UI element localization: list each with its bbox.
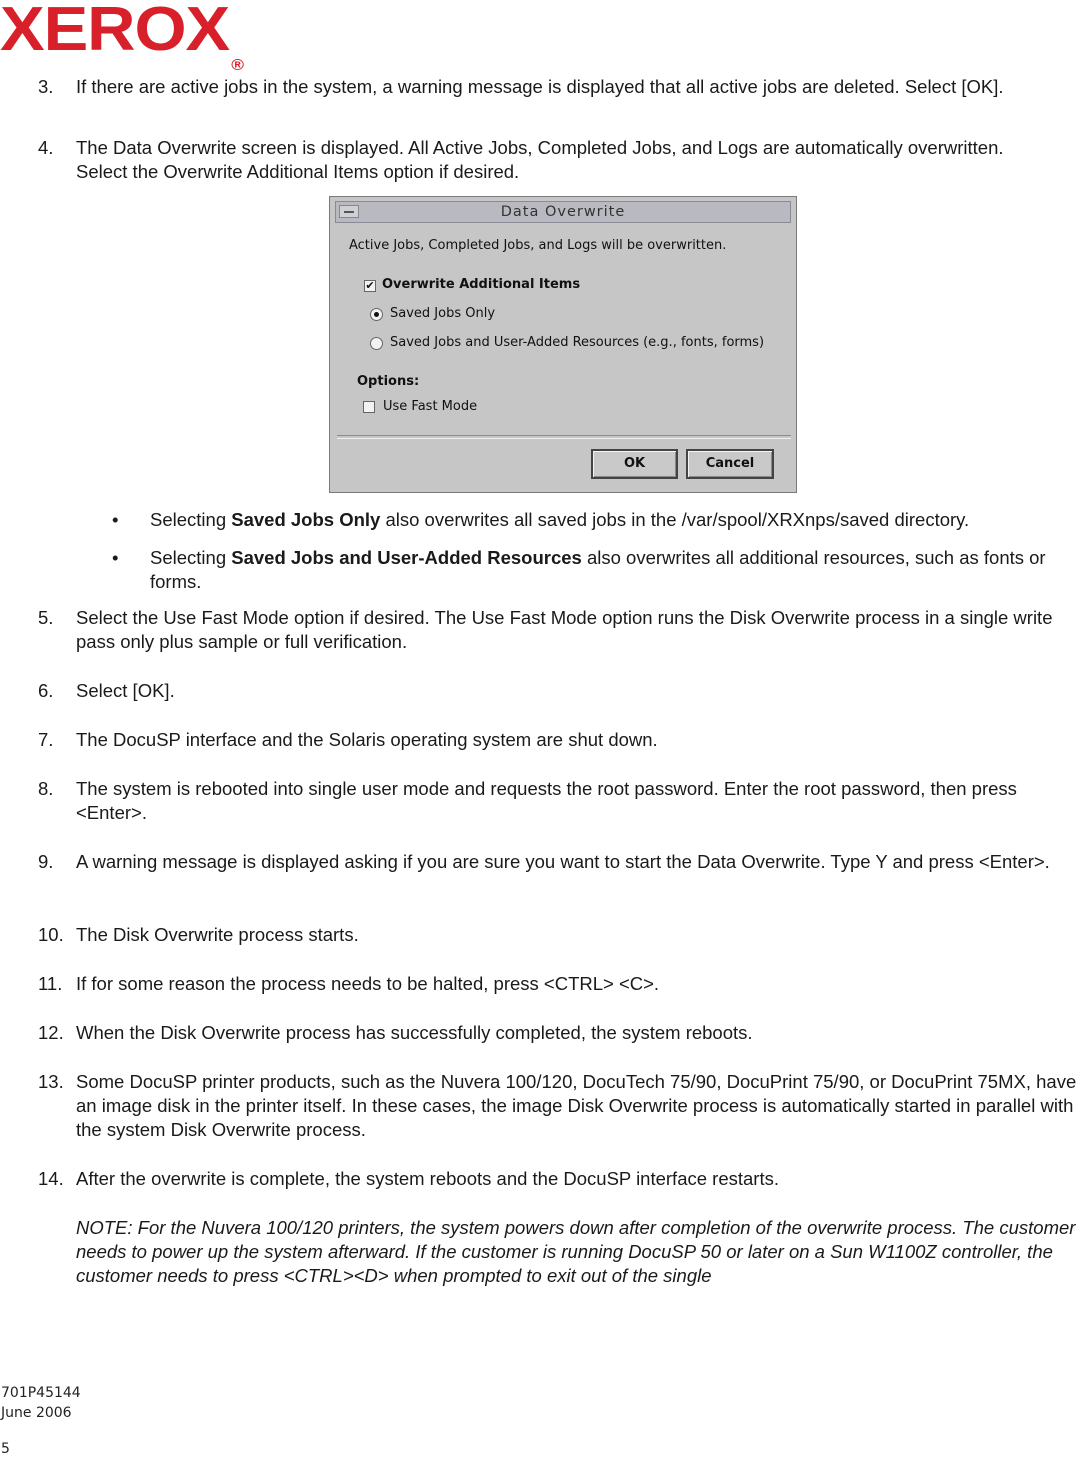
saved-jobs-only-radio[interactable] bbox=[370, 308, 383, 321]
bullet-saved-jobs-resources: • Selecting Saved Jobs and User-Added Resources also overwrites all additional resources, such as fonts or forms. bbox=[112, 547, 1046, 592]
step-10: 10. The Disk Overwrite process starts. bbox=[38, 924, 359, 945]
step-7: 7. The DocuSP interface and the Solaris operating system are shut down. bbox=[38, 729, 658, 750]
step-9: 9. A warning message is displayed asking if you are sure you want to start the Data Overwrite. Type Y and press <Enter>. bbox=[38, 851, 1050, 872]
step-14: 14. After the overwrite is complete, the system reboots and the DocuSP interface restarts. bbox=[38, 1168, 779, 1189]
step-13: 13. Some DocuSP printer products, such as the Nuvera 100/120, DocuTech 75/90, DocuPrint 75/90, or DocuPrint 75MX, have an image disk in the printer itself. In these cases, the image Disk Overwrite process is automatically started in parallel with the system Disk Overwrite process. bbox=[38, 1071, 1077, 1140]
xerox-logo: XEROX® bbox=[0, 0, 244, 74]
step-3: 3. If there are active jobs in the system, a warning message is displayed that all active jobs are deleted. Select [OK]. bbox=[38, 76, 1004, 97]
saved-jobs-only-label: Saved Jobs Only bbox=[390, 306, 496, 321]
data-overwrite-dialog bbox=[329, 196, 797, 493]
saved-jobs-resources-label: Saved Jobs and User-Added Resources (e.g., fonts, forms) bbox=[390, 335, 765, 350]
use-fast-mode-label: Use Fast Mode bbox=[383, 399, 478, 414]
step-8: 8. The system is rebooted into single user mode and requests the root password. Enter the root password, then press <Enter>. bbox=[38, 778, 1017, 823]
footer-page-number: 5 bbox=[1, 1441, 10, 1457]
step-12: 12. When the Disk Overwrite process has successfully completed, the system reboots. bbox=[38, 1022, 753, 1043]
dialog-title: Data Overwrite bbox=[500, 204, 626, 220]
step-11: 11. If for some reason the process needs to be halted, press <CTRL> <C>. bbox=[38, 973, 660, 994]
bullet-saved-jobs-only: • Selecting Saved Jobs Only also overwrites all saved jobs in the /var/spool/XRXnps/saved directory. bbox=[112, 509, 970, 530]
dialog-title-bar bbox=[335, 201, 791, 223]
step-4: 4. The Data Overwrite screen is displayed. All Active Jobs, Completed Jobs, and Logs are automatically overwritten. Select the Overwrite Additional Items option if desired. bbox=[38, 137, 1004, 182]
note-paragraph: NOTE: For the Nuvera 100/120 printers, the system powers down after completion of the overwrite process. The customer needs to power up the system afterward. If the customer is running DocuSP 50 or later on a Sun W1100Z controller, the customer needs to press <CTRL><D> when prompted to exit out of the single bbox=[76, 1217, 1076, 1286]
step-5: 5. Select the Use Fast Mode option if desired. The Use Fast Mode option runs the Disk Overwrite process in a single write pass only plus sample or full verification. bbox=[38, 607, 1053, 652]
footer-doc-number: 701P45144 bbox=[1, 1385, 81, 1401]
saved-jobs-resources-radio[interactable] bbox=[370, 337, 383, 350]
check-icon: ✔ bbox=[365, 279, 375, 292]
overwrite-additional-label: Overwrite Additional Items bbox=[382, 277, 581, 292]
footer-date: June 2006 bbox=[1, 1405, 72, 1421]
step-6: 6. Select [OK]. bbox=[38, 680, 175, 701]
options-label: Options: bbox=[357, 374, 420, 389]
ok-button[interactable]: OK bbox=[591, 449, 678, 479]
cancel-button[interactable]: Cancel bbox=[686, 449, 774, 479]
dialog-message: Active Jobs, Completed Jobs, and Logs will be overwritten. bbox=[349, 238, 727, 253]
overwrite-additional-checkbox[interactable] bbox=[364, 280, 376, 292]
use-fast-mode-checkbox[interactable] bbox=[363, 401, 375, 413]
dialog-separator bbox=[337, 435, 791, 439]
